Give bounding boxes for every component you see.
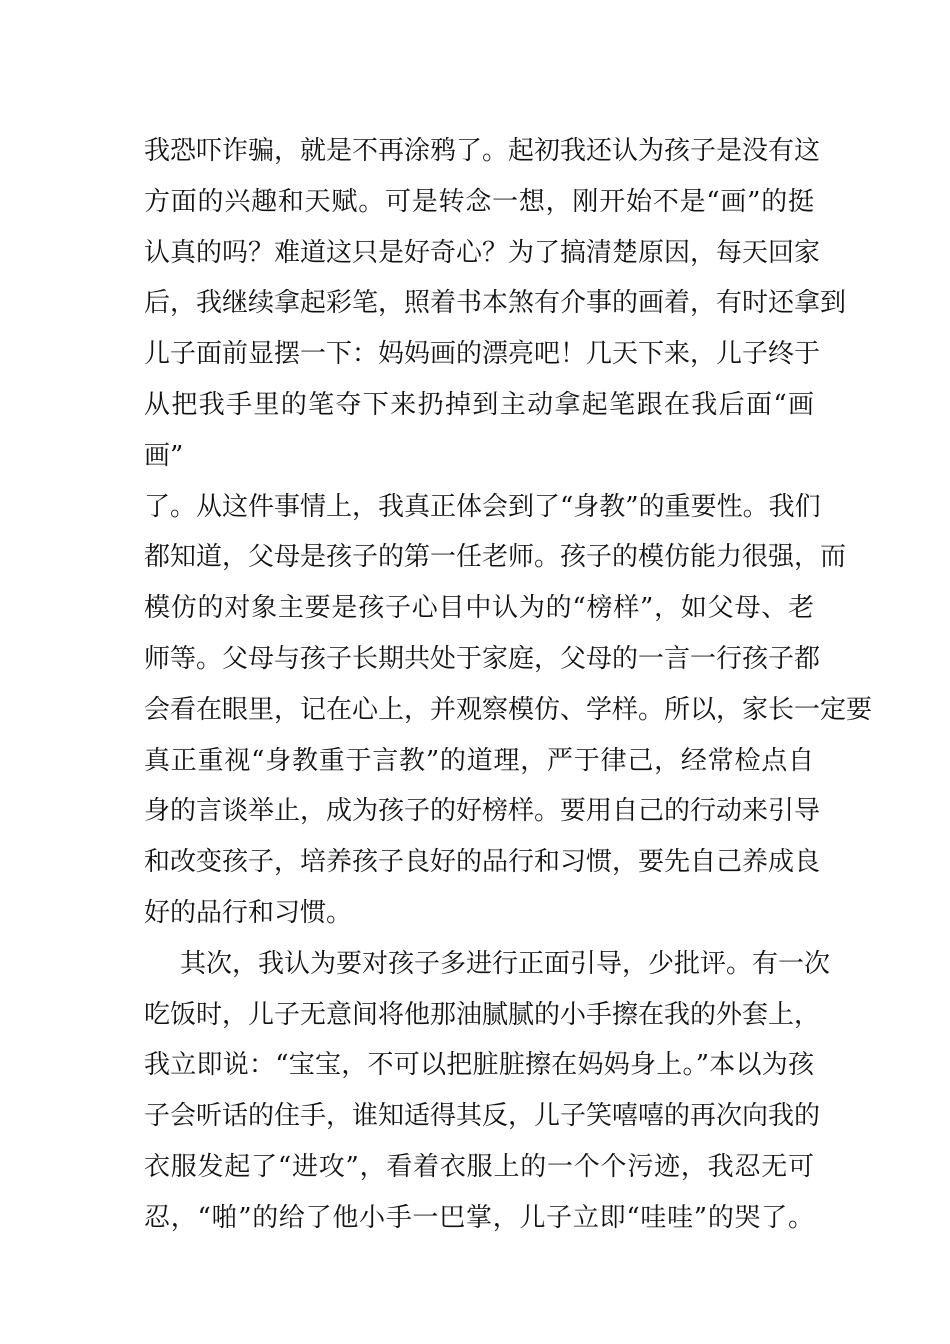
text-line: 从把我手里的笔夺下来扔掉到主动拿起笔跟在我后面“画 — [144, 389, 814, 420]
text-line: 了。从这件事情上，我真正体会到了“身教”的重要性。我们 — [144, 491, 821, 522]
text-line: 师等。父母与孩子长期共处于家庭，父母的一言一行孩子都 — [144, 643, 821, 674]
text-line: 我立即说：“宝宝，不可以把脏脏擦在妈妈身上。”本以为孩 — [144, 1050, 814, 1081]
text-line: 好的品行和习惯。 — [144, 897, 353, 928]
text-line: 吃饭时，儿子无意间将他那油腻腻的小手擦在我的外套上， — [144, 999, 821, 1030]
text-line: 其次，我认为要对孩子多进行正面引导，少批评。有一次 — [180, 948, 831, 979]
text-line: 会看在眼里，记在心上，并观察模仿、学样。所以，家长一定要 — [144, 694, 873, 725]
text-line: 模仿的对象主要是孩子心目中认为的“榜样”，如父母、老 — [144, 593, 814, 624]
text-line: 身的言谈举止，成为孩子的好榜样。要用自己的行动来引导 — [144, 796, 821, 827]
text-line: 儿子面前显摆一下：妈妈画的漂亮吧！几天下来，儿子终于 — [144, 339, 821, 370]
text-line: 和改变孩子，培养孩子良好的品行和习惯，要先自己养成良 — [144, 847, 821, 878]
text-line: 都知道，父母是孩子的第一任老师。孩子的模仿能力很强，而 — [144, 542, 847, 573]
text-line: 方面的兴趣和天赋。可是转念一想，刚开始不是“画”的挺 — [144, 186, 814, 217]
body-text — [144, 126, 873, 1244]
text-line: 衣服发起了“进攻”，看着衣服上的一个个污迹，我忍无可 — [144, 1151, 814, 1182]
text-line: 子会听话的住手，谁知适得其反，儿子笑嘻嘻的再次向我的 — [144, 1101, 821, 1132]
text-line: 真正重视“身教重于言教”的道理，严于律己，经常检点自 — [144, 745, 814, 776]
text-line: 画” — [144, 440, 184, 471]
text-line: 后，我继续拿起彩笔，照着书本煞有介事的画着，有时还拿到 — [144, 288, 847, 319]
text-line: 忍，“啪”的给了他小手一巴掌，儿子立即“哇哇”的哭了。 — [144, 1202, 814, 1233]
text-line: 我恐吓诈骗，就是不再涂鸦了。起初我还认为孩子是没有这 — [144, 136, 821, 166]
text-line: 认真的吗？难道这只是好奇心？为了搞清楚原因，每天回家 — [144, 237, 821, 268]
